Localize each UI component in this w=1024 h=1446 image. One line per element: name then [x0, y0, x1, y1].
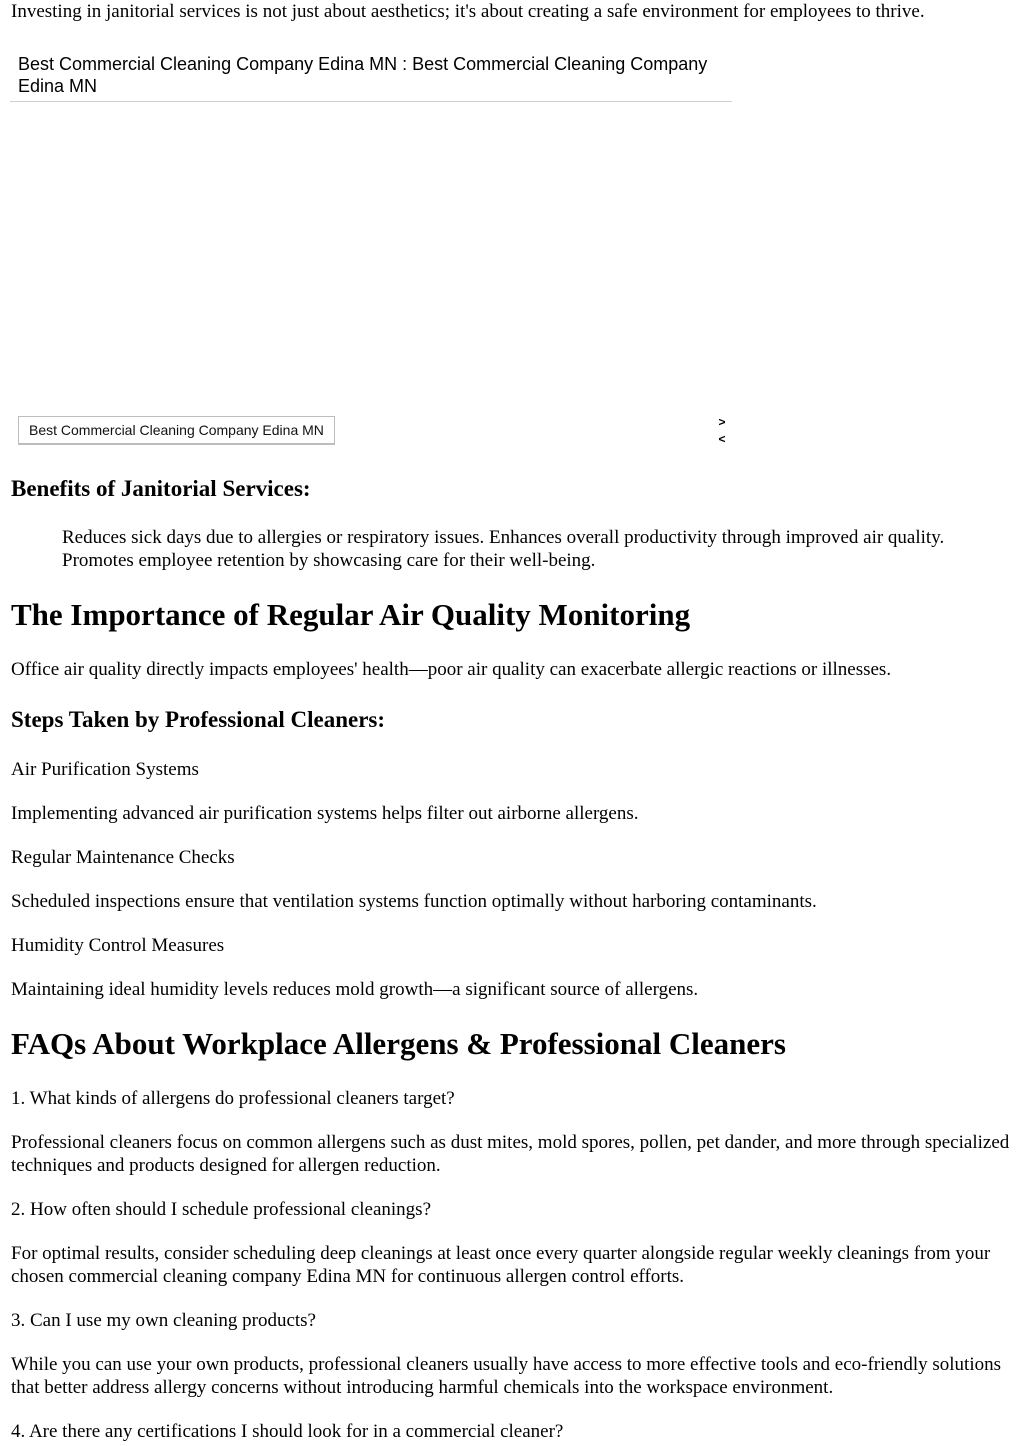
prev-arrow-icon[interactable]: < — [718, 432, 726, 446]
step-text: Maintaining ideal humidity levels reduces mold growth—a significant source of allergens. — [11, 979, 699, 1000]
faq-question: 3. Can I use my own cleaning products? — [11, 1310, 316, 1331]
embed-tab[interactable]: Best Commercial Cleaning Company Edina MN — [18, 416, 335, 445]
benefits-text: Reduces sick days due to allergies or respiratory issues. Enhances overall productivity through improved air quality. Promotes employee retention by showcasing care for their well-being. — [62, 527, 945, 571]
step-title: Air Purification Systems — [11, 759, 199, 780]
air-quality-text: Office air quality directly impacts employees' health—poor air quality can exacerbate allergic reactions or illnesses. — [11, 659, 892, 680]
faq-question: 2. How often should I schedule professional cleanings? — [11, 1199, 432, 1220]
faq-answer: While you can use your own products, professional cleaners usually have access to more effective tools and eco-friendly solutions that better address allergy concerns without introducing harmful chemicals into the workspace environment. — [11, 1354, 1001, 1398]
air-quality-heading: The Importance of Regular Air Quality Monitoring — [11, 597, 691, 632]
faq-question: 4. Are there any certifications I should look for in a commercial cleaner? — [11, 1421, 564, 1442]
steps-heading: Steps Taken by Professional Cleaners: — [11, 707, 386, 732]
embed-title-link[interactable]: Best Commercial Cleaning Company Edina MN : Best Commercial Cleaning Company Edina MN — [18, 54, 708, 96]
faqs-heading: FAQs About Workplace Allergens & Professional Cleaners — [11, 1026, 786, 1061]
step-title: Humidity Control Measures — [11, 935, 225, 956]
faq-answer: For optimal results, consider scheduling deep cleanings at least once every quarter alongside regular weekly cleanings from your chosen commercial cleaning company Edina MN for continuous allergen control efforts. — [11, 1243, 991, 1287]
faq-question: 1. What kinds of allergens do professional cleaners target? — [11, 1088, 455, 1109]
embedded-slideshow — [10, 50, 732, 450]
benefits-heading: Benefits of Janitorial Services: — [11, 476, 311, 501]
step-title: Regular Maintenance Checks — [11, 847, 235, 868]
intro-paragraph: Investing in janitorial services is not just about aesthetics; it's about creating a safe environment for employees to thrive. — [11, 1, 925, 22]
step-text: Scheduled inspections ensure that ventilation systems function optimally without harboring contaminants. — [11, 891, 817, 912]
step-text: Implementing advanced air purification systems helps filter out airborne allergens. — [11, 803, 639, 824]
next-arrow-icon[interactable]: > — [718, 415, 726, 429]
embed-divider — [10, 101, 732, 102]
faq-answer: Professional cleaners focus on common allergens such as dust mites, mold spores, pollen, pet dander, and more through specialized techniques and products designed for allergen reduction. — [11, 1132, 1010, 1176]
